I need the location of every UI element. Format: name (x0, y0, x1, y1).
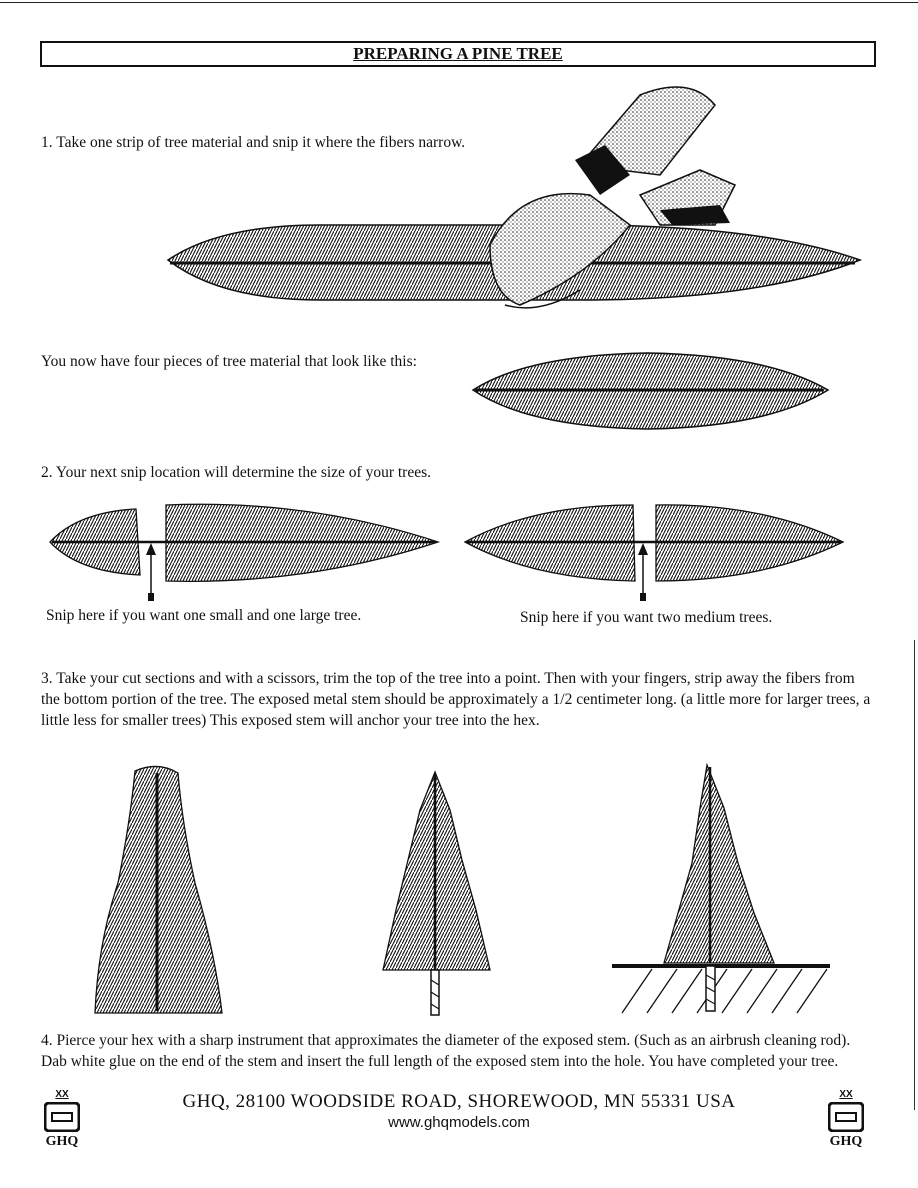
ghq-logo-left (40, 1090, 84, 1152)
logo-bottom-text: GHQ (829, 1134, 863, 1149)
footer-address: GHQ, 28100 WOODSIDE ROAD, SHOREWOOD, MN 55331 USA (182, 1091, 736, 1112)
logo-bottom-text: GHQ (45, 1134, 79, 1149)
snip-arrow-icon (146, 543, 156, 601)
logo-top-text: XX (839, 1089, 853, 1100)
step-2-text: 2. Your next snip location will determine the size of your trees. (41, 464, 432, 481)
planted-tree-illustration (612, 763, 832, 1023)
top-rule (0, 2, 918, 3)
untrimmed-tree-illustration (90, 763, 225, 1018)
tree-piece-illustration (468, 345, 833, 435)
ghq-logo-right (824, 1090, 868, 1152)
four-pieces-text: You now have four pieces of tree material that look like this: (41, 353, 417, 370)
step-1-text: 1. Take one strip of tree material and snip it where the fibers narrow. (41, 134, 466, 151)
hex-ground-cross-section (612, 966, 830, 1013)
caption-small-large: Snip here if you want one small and one large tree. (46, 607, 362, 624)
snip-two-medium-illustration (463, 497, 848, 602)
trimmed-tree-illustration (378, 770, 493, 1020)
logo-emblem-icon (44, 1102, 80, 1132)
snip-arrow-icon (638, 543, 648, 601)
snip-small-large-illustration (48, 497, 443, 602)
logo-emblem-icon (828, 1102, 864, 1132)
step-3-text: 3. Take your cut sections and with a scissors, trim the top of the tree into a point. Then with your fingers, strip away the fibers from the bottom portion of the tree. The exposed metal stem should be approximately a 1/2 centimeter long. (a little more for larger trees, a little less for smaller trees) This exposed stem will anchor your tree into the hex. (41, 670, 871, 729)
page-edge-line (914, 640, 915, 1110)
step-4-text: 4. Pierce your hex with a sharp instrument that approximates the diameter of the exposed stem. (Such as an airbrush cleaning rod). Dab white glue on the end of the stem and insert the full length of the exposed stem into the hole. You have completed your tree. (41, 1032, 851, 1070)
exposed-stem (431, 970, 439, 1015)
logo-top-text: XX (55, 1089, 69, 1100)
snipping-illustration (160, 75, 870, 325)
caption-two-medium: Snip here if you want two medium trees. (520, 609, 773, 626)
footer-url[interactable]: www.ghqmodels.com (388, 1114, 530, 1131)
page-title: PREPARING A PINE TREE (40, 41, 876, 67)
